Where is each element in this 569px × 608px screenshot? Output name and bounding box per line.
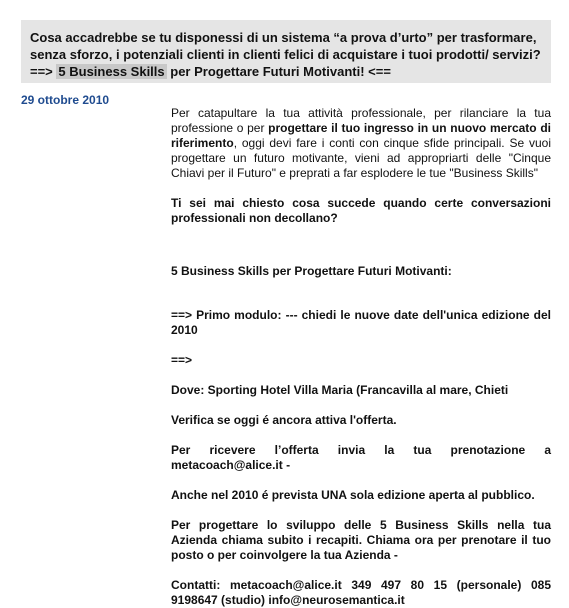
verify-paragraph: Verifica se oggi é ancora attiva l'offerta. <box>171 413 397 427</box>
intro-bold-text: progettare il tuo ingresso in un nuovo mercato di riferimento <box>171 121 551 150</box>
post-title-suffix: per Progettare Futuri Motivanti! <== <box>166 64 391 79</box>
post-title-question: Cosa accadrebbe se tu disponessi di un sistema “a prova d’urto” per trasformare, senza sforzo, i potenziali clienti in clienti felici di acquistare i tuoi prodotti/ servizi? <box>30 30 541 62</box>
contacts-paragraph: Contatti: metacoach@alice.it 349 497 80 15 (personale) 085 9198647 (studio) info@neurosemantica.it <box>171 578 551 607</box>
post-title-arrow-prefix: ==> <box>30 64 53 79</box>
post-body <box>171 106 551 608</box>
edition-paragraph: Anche nel 2010 é prevista UNA sola edizione aperta al pubblico. <box>171 488 535 502</box>
intro-text-1: Per catapultare la tua attività professionale, per rilanciare la tua professione o per <box>171 106 551 135</box>
skills-title: 5 Business Skills per Progettare Futuri Motivanti: <box>171 264 452 278</box>
post-date: 29 ottobre 2010 <box>21 93 110 107</box>
intro-paragraph <box>171 106 551 181</box>
company-paragraph: Per progettare lo sviluppo delle 5 Business Skills nella tua Azienda chiama subito i recapiti. Chiama ora per prenotare il tuo posto o per coinvolgere la tua Azienda - <box>171 518 551 562</box>
venue-paragraph: Dove: Sporting Hotel Villa Maria (Francavilla al mare, Chieti <box>171 383 509 397</box>
arrow-paragraph: ==> <box>171 353 193 367</box>
post-title-box <box>21 20 551 83</box>
post-title-highlight: 5 Business Skills <box>58 64 165 79</box>
question-paragraph: Ti sei mai chiesto cosa succede quando certe conversazioni professionali non decollano? <box>171 196 551 225</box>
booking-paragraph: Per ricevere l’offerta invia la tua prenotazione a metacoach@alice.it - <box>171 443 551 472</box>
module-paragraph: ==> Primo modulo: --- chiedi le nuove date dell'unica edizione del 2010 <box>171 308 551 337</box>
intro-text-2: , oggi devi fare i conti con cinque sfide principali. Se vuoi progettare un futuro motivante, vieni ad appropriarti delle "Cinque Chiavi per il Futuro" e preprati a far esplodere le tue "Business Skills" <box>171 136 551 180</box>
